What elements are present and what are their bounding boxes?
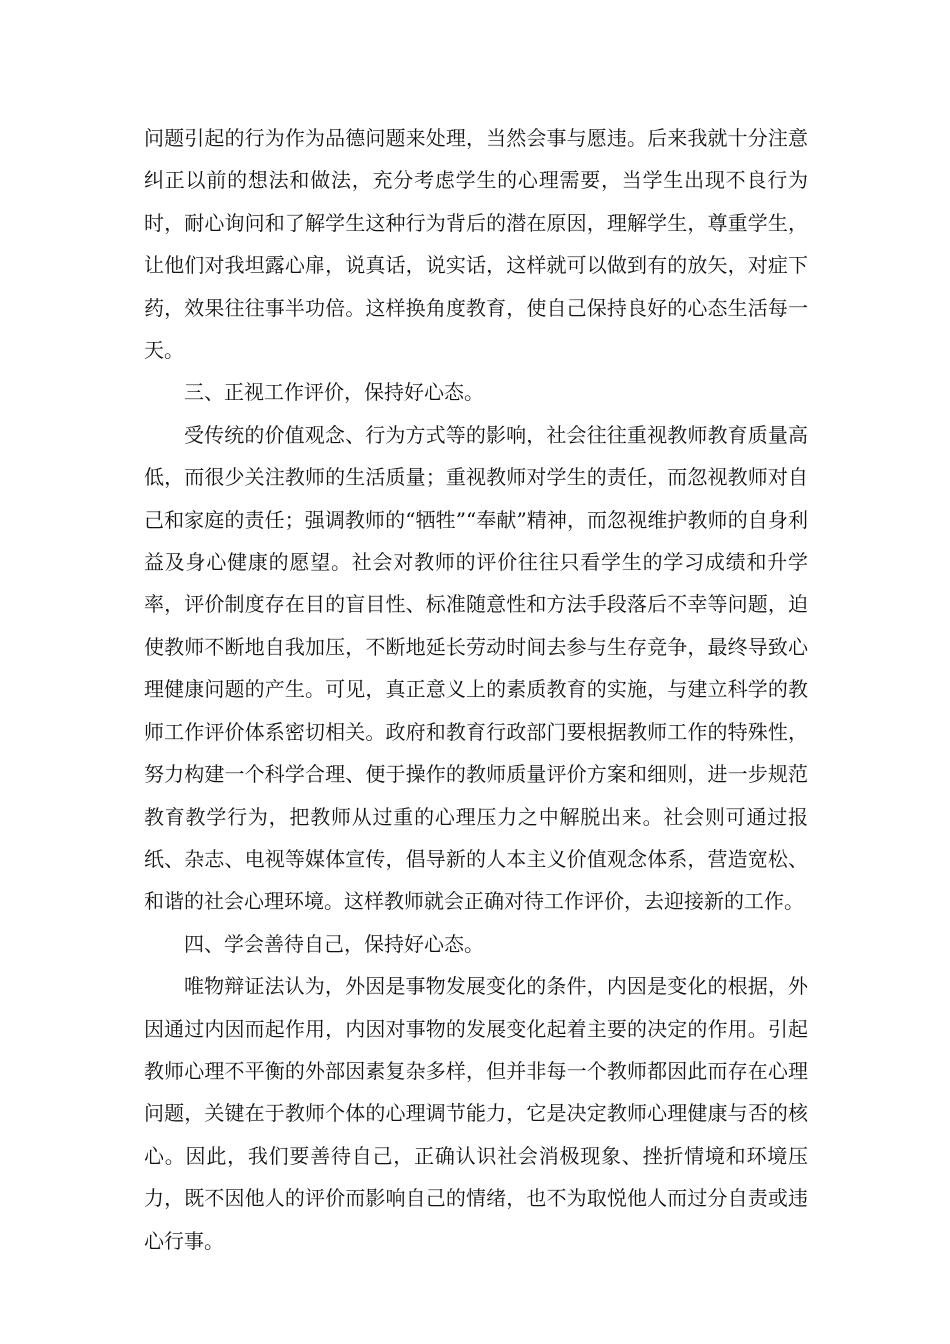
section-heading-four: 四、学会善待自己，保持好心态。	[184, 931, 484, 956]
paragraph-work-evaluation: 受传统的价值观念、行为方式等的影响，社会往往重视教师教育质量高低，而很少关注教师的生活质量；重视教师对学生的责任，而忽视教师对自己和家庭的责任；强调教师的“牺牲”“奉献”精神，而忽视维护教师的自身利益及身心健康的愿望。社会对教师的评价往往只看学生的学习成绩和升学率，评价制度存在目的盲目性、标准随意性和方法手段落后不幸等问题，迫使教师不断地自我加压，不断地延长劳动时间去参与生存竞争，最终导致心理健康问题的产生。可见，真正意义上的素质教育的实施，与建立科学的教师工作评价体系密切相关。政府和教育行政部门要根据教师工作的特殊性，努力构建一个科学合理、便于操作的教师质量评价方案和细则，进一步规范教育教学行为，把教师从过重的心理压力之中解脱出来。社会则可通过报纸、杂志、电视等媒体宣传，倡导新的人本主义价值观念体系，营造宽松、和谐的社会心理环境。这样教师就会正确对待工作评价，去迎接新的工作。	[144, 422, 808, 914]
section-heading-three: 三、正视工作评价，保持好心态。	[184, 380, 484, 405]
document-body	[144, 117, 808, 1262]
paragraph-continued: 问题引起的行为作为品德问题来处理，当然会事与愿违。后来我就十分注意纠正以前的想法和做法，充分考虑学生的心理需要，当学生出现不良行为时，耐心询问和了解学生这种行为背后的潜在原因，理解学生，尊重学生，让他们对我坦露心扉，说真话，说实话，这样就可以做到有的放矢，对症下药，效果往往事半功倍。这样换角度教育，使自己保持良好的心态生活每一天。	[144, 126, 808, 363]
paragraph-self-care: 唯物辩证法认为，外因是事物发展变化的条件，内因是变化的根据，外因通过内因而起作用，内因对事物的发展变化起着主要的决定的作用。引起教师心理不平衡的外部因素复杂多样，但并非每一个教师都因此而存在心理问题，关键在于教师个体的心理调节能力，它是决定教师心理健康与否的核心。因此，我们要善待自己，正确认识社会消极现象、挫折情境和环境压力，既不因他人的评价而影响自己的情绪，也不为取悦他人而过分自责或违心行事。	[144, 974, 808, 1253]
